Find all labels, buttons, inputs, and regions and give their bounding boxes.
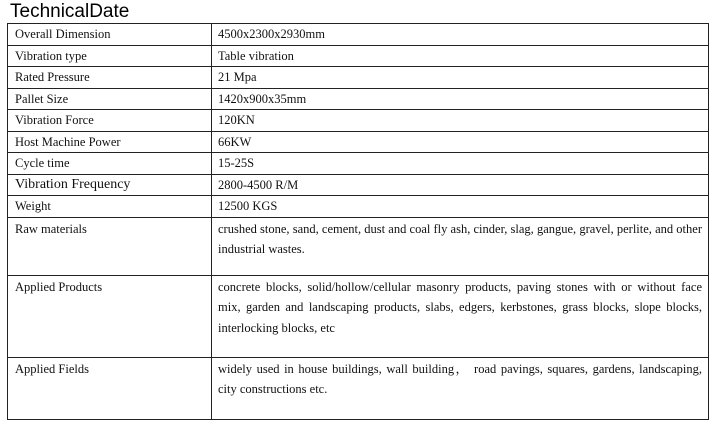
row-value: 66KW <box>212 131 709 153</box>
row-value: Table vibration <box>212 45 709 67</box>
table-row <box>8 196 709 218</box>
table-row <box>8 153 709 175</box>
row-label: Applied Products <box>8 275 212 357</box>
table-row <box>8 217 709 275</box>
row-value: 4500x2300x2930mm <box>212 24 709 46</box>
table-row <box>8 88 709 110</box>
row-label: Vibration Force <box>8 110 212 132</box>
row-label: Rated Pressure <box>8 67 212 89</box>
table-row <box>8 110 709 132</box>
row-value: 2800-4500 R/M <box>212 174 709 196</box>
table-row <box>8 275 709 357</box>
row-label: Vibration type <box>8 45 212 67</box>
row-value: 1420x900x35mm <box>212 88 709 110</box>
row-value: widely used in house buildings, wall building， road pavings, squares, gardens, landscaping, city constructions etc. <box>212 357 709 419</box>
row-value: 21 Mpa <box>212 67 709 89</box>
table-row <box>8 67 709 89</box>
row-value: 15-25S <box>212 153 709 175</box>
technical-data-table <box>7 23 709 420</box>
table-row <box>8 24 709 46</box>
row-value: 120KN <box>212 110 709 132</box>
table-row <box>8 174 709 196</box>
row-label: Overall Dimension <box>8 24 212 46</box>
row-label: Pallet Size <box>8 88 212 110</box>
row-value: 12500 KGS <box>212 196 709 218</box>
table-row <box>8 357 709 419</box>
table-row <box>8 131 709 153</box>
row-label: Weight <box>8 196 212 218</box>
page-title: TechnicalDate <box>10 1 130 22</box>
row-label: Applied Fields <box>8 357 212 419</box>
table-row <box>8 45 709 67</box>
row-label: Cycle time <box>8 153 212 175</box>
row-value: concrete blocks, solid/hollow/cellular masonry products, paving stones with or without face mix, garden and landscaping products, slabs, edgers, kerbstones, grass blocks, slope blocks, interlocking blocks, etc <box>212 275 709 357</box>
row-label: Vibration Frequency <box>8 174 212 196</box>
row-label: Host Machine Power <box>8 131 212 153</box>
row-label: Raw materials <box>8 217 212 275</box>
row-value: crushed stone, sand, cement, dust and coal fly ash, cinder, slag, gangue, gravel, perlite, and other industrial wastes. <box>212 217 709 275</box>
